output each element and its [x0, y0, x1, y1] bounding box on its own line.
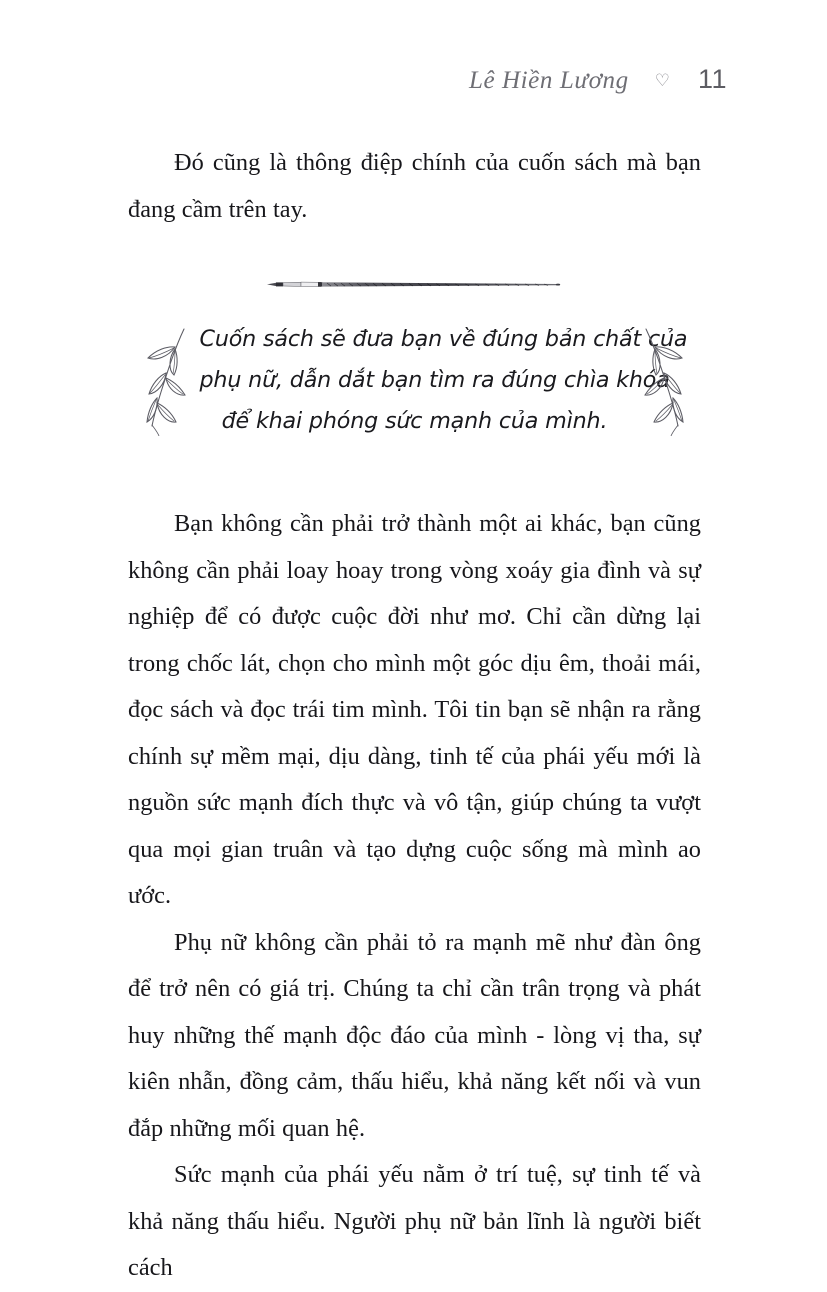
- pull-quote-text: [194, 319, 688, 442]
- pull-quote-line: để khai phóng sức mạnh của mình.: [221, 408, 608, 434]
- heart-icon: ♡: [654, 71, 670, 91]
- pull-quote-line: Cuốn sách sẽ đưa bạn về đúng bản chất của: [199, 326, 688, 352]
- body-paragraph: Sức mạnh của phái yếu nằm ở trí tuệ, sự tinh tế và khả năng thấu hiểu. Người phụ nữ bản lĩnh là người biết cách: [128, 1161, 701, 1281]
- page-number: 11: [697, 64, 727, 94]
- text-column: [128, 140, 701, 1292]
- brush-divider-icon: [265, 275, 565, 293]
- running-head: [128, 64, 727, 108]
- body-paragraph: Bạn không cần phải trở thành một ai khác, bạn cũng không cần phải loay hoay trong vòng xoáy gia đình và sự nghiệp để có được cuộc đời như mơ. Chỉ cần dừng lại trong chốc lát, chọn cho mình một góc dịu êm, thoải mái, đọc sách và đọc trái tim mình. Tôi tin bạn sẽ nhận ra rằng chính sự mềm mại, dịu dàng, tinh tế của phái yếu mới là nguồn sức mạnh đích thực và vô tận, giúp chúng ta vượt qua mọi gian truân và tạo dựng cuộc sống mà mình ao ước.: [128, 510, 701, 909]
- pull-quote-line: phụ nữ, dẫn dắt bạn tìm ra đúng chìa khóa: [199, 367, 670, 393]
- laurel-branch-icon: [636, 326, 702, 436]
- pull-quote-block: [128, 275, 701, 457]
- laurel-branch-icon: [128, 326, 194, 436]
- body-paragraph: Đó cũng là thông điệp chính của cuốn sách mà bạn đang cầm trên tay.: [128, 149, 701, 223]
- running-head-author: Lê Hiền Lương: [468, 67, 629, 94]
- pull-quote-row: [128, 319, 701, 442]
- body-paragraph: Phụ nữ không cần phải tỏ ra mạnh mẽ như đàn ông để trở nên có giá trị. Chúng ta chỉ cần trân trọng và phát huy những thế mạnh độc đáo của mình - lòng vị tha, sự kiên nhẫn, đồng cảm, thấu hiểu, khả năng kết nối và vun đắp những mối quan hệ.: [128, 928, 701, 1142]
